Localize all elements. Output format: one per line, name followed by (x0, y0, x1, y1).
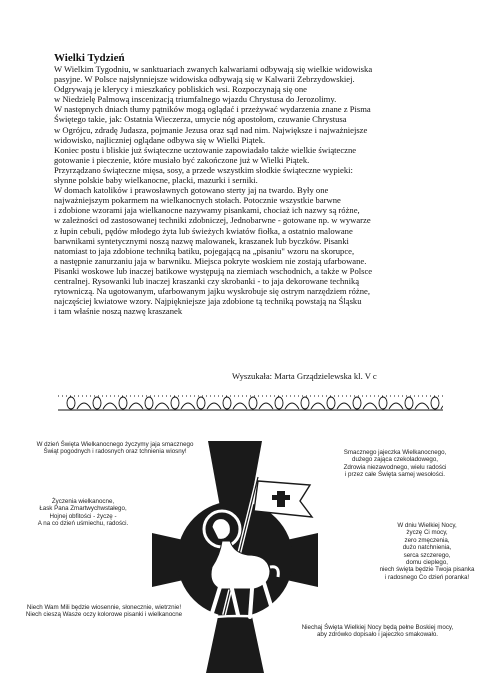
leaf-ornament (389, 403, 403, 409)
wish-top-right (320, 449, 470, 479)
article-line: z łupin cebuli, pędów młodego żyta lub świeżych kwiatów fiołka, a ostatnio malowane (54, 225, 353, 236)
wish-line: Świąt pogodnych i radosnych oraz tchnienia wiosny! (43, 448, 187, 456)
wish-line: dużego zająca czekoladowego, (352, 456, 438, 464)
page-title: Wielki Tydzień (54, 52, 125, 64)
wish-line: i przez całe Święta samej wesołości. (344, 471, 446, 479)
wish-line: A na co dzień uśmiechu, radości. (37, 520, 129, 528)
article-line: Koniec postu i bliskie już świąteczne ucztowanie zapowiadało także wielkie świąteczne (54, 144, 357, 155)
wish-line: domu cieplego, (406, 559, 448, 567)
wish-line: i radosnego Co dzień poranka! (384, 573, 470, 581)
article-line: W następnych dniach tłumy pątników mogą oglądać i przeżywać wydarzenia znane z Pisma (54, 104, 371, 115)
article-line: w Niedzielę Palmową inscenizacją triumfalnego wjazdu Chrystusa do Jerozolimy. (54, 94, 337, 105)
egg-ornament (145, 397, 153, 409)
egg-ornament (171, 397, 179, 409)
egg-ornament (301, 397, 309, 409)
leaf-ornament (207, 403, 221, 409)
article-line: i zdobione wzorami jaja wielkanocne nazywamy pisankami, chociaż ich nazwy są różne, (54, 205, 360, 216)
wish-line: Zdrowia niezawodnego, wielu radości (343, 463, 447, 471)
egg-ornament (431, 397, 439, 409)
egg-ornament (275, 397, 283, 409)
leaf-ornament (337, 403, 351, 409)
article-line: pasyjne. W Polsce najsłynniejsze widowiska odbywają się w Kalwarii Zebrzydowskiej. (54, 74, 355, 85)
wish-line: W dzień Święta Wielkanocnego życzymy jaja smacznego (36, 441, 194, 448)
article-body (54, 64, 454, 316)
article-line: rytowniczą. Na ugotowanym, ufarbowanym jajku wyskrobuje się ostrym narzędziem różne, (54, 286, 370, 297)
wish-line: aby zdrówko dopisało i jajeczko smakowało. (316, 631, 439, 639)
wish-line: Hojnej obfitości - życzę - (49, 512, 117, 520)
article-line: gotowanie i pieczenie, które musiało być zakończone już w Wielki Piątek. (54, 154, 310, 165)
wish-mid-left (28, 498, 138, 528)
paschal-lamb-cross-icon (150, 437, 320, 677)
wish-mid-right (372, 522, 482, 581)
article-line: centralnej. Rysowanki lub inaczej kraszanki czy skrobanki - to jaja dekorowane techniką (54, 275, 360, 286)
leaf-ornament (77, 403, 91, 409)
article-line: w Ogrójcu, zdradę Judasza, pojmanie Jezusa oraz sąd nad nim. Największe i najważniejsze (54, 124, 368, 135)
article-line: Pisanki woskowe lub inaczej batikowe występują na ziemiach wschodnich, a także w Polsce (54, 265, 373, 276)
wish-line: niech święta będzie Twoja pisanka (379, 566, 475, 574)
wish-line: Niech Wam Mili będzie wiosennie, słonecznie, wietrznie! (26, 604, 182, 611)
egg-ornament (223, 397, 231, 409)
article-line: i tam właśnie noszą nazwę kraszanek (54, 306, 183, 317)
leaf-ornament (441, 403, 443, 409)
article-line: Przyrządzano świąteczne mięsa, sosy, a przede wszystkim słodkie świąteczne wypieki: (54, 164, 353, 175)
article-line: słynne polskie baby wielkanocne, placki, mazurki i serniki. (54, 175, 258, 186)
egg-ornament (119, 397, 127, 409)
article-line: widowisko, najliczniej oglądane odbywa się w Wielki Piątek. (54, 134, 266, 145)
egg-ornament (327, 397, 335, 409)
article-line: barwnikami syntetycznymi noszą nazwę malowanek, kraszanek lub byczków. Pisanki (54, 235, 349, 246)
article-line: Świętego takie, jak: Ostatnia Wieczerza, umycie nóg apostołom, czuwanie Chrystusa (54, 114, 347, 125)
leaf-ornament (155, 403, 169, 409)
wish-line: serca szczerego, (403, 551, 451, 559)
leaf-ornament (129, 403, 143, 409)
wish-line: Łask Pana Zmartwychwstałego, (39, 505, 127, 513)
leaf-ornament (311, 403, 325, 409)
wish-line: zero zmęczenia, (404, 536, 450, 544)
article-line: Odgrywają je klerycy i mieszkańcy pobliskich wsi. Rozpoczynają się one (54, 84, 307, 95)
egg-ornament (197, 397, 205, 409)
egg-ornament (249, 397, 257, 409)
wish-line: Życzenia wielkanocne, (51, 498, 115, 505)
leaf-ornament (103, 403, 117, 409)
wish-line: dużo natchnienia, (402, 544, 452, 552)
egg-ornament (405, 397, 413, 409)
leaf-ornament (233, 403, 247, 409)
article-line: w zależności od zastosowanej techniki zdobniczej, Jednobarwne - gotowane np. w wywarze (54, 215, 371, 226)
leaf-ornament (285, 403, 299, 409)
wish-line: Niechaj Święta Wielkiej Nocy będą pełne Boskiej mocy, (301, 624, 454, 631)
wish-line: Niech cieszą Wasze oczy kolorowe pisanki i wielkanocne (25, 611, 183, 619)
article-line: W domach katolików i prawosławnych gotowano sterty jaj na twardo. Były one (54, 185, 329, 196)
leaf-ornament (181, 403, 195, 409)
article-line: W Wielkim Tygodniu, w sanktuariach zwanych kalwariami odbywają się wielkie widowiska (54, 64, 373, 74)
easter-egg-border-icon (58, 393, 443, 413)
leaf-ornament (363, 403, 377, 409)
article-line: a następnie zanurzaniu jaja w barwniku. Miejsca pokryte woskiem nie zostają ufarbowane. (54, 255, 367, 266)
wish-line: życzę Ci mocy, (406, 529, 448, 537)
egg-ornament (379, 397, 387, 409)
author-credit: Wyszukała: Marta Grządzielewska kl. V c (232, 371, 377, 381)
egg-ornament (353, 397, 361, 409)
egg-ornament (93, 397, 101, 409)
article-line: najczęściej kwiatowe wzory. Najpiękniejsze jaja zdobione tą techniką powstają na Śląsku (54, 296, 362, 307)
wish-line: W dniu Wielkiej Nocy, (397, 522, 457, 529)
egg-ornament (67, 397, 75, 409)
article-line: natomiast to jaja zdobione techniką batiku, pojegającą na „pisaniu" wzoru na skorupce, (54, 245, 355, 256)
article-line: najważniejszym pokarmem na wielkanocnych stołach. Potocznie wszystkie barwne (54, 195, 341, 206)
wish-line: Smacznego jajeczka Wielkanocnego, (343, 449, 447, 456)
leaf-ornament (415, 403, 429, 409)
leaf-ornament (259, 403, 273, 409)
